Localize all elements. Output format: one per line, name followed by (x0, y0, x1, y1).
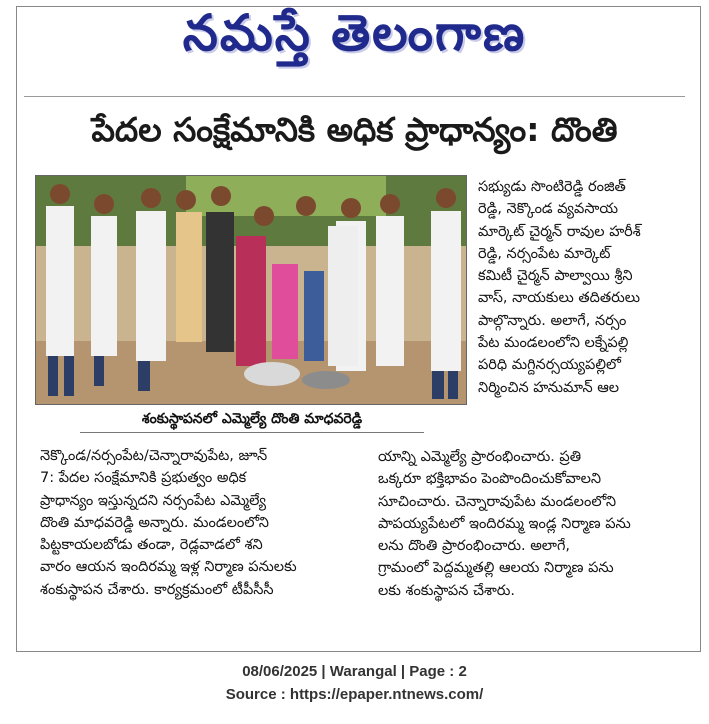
text-line: లను దొంతి ప్రారంభించారు. అలాగే, (378, 538, 571, 555)
masthead-title: నమస్తే తెలంగాణ (182, 3, 527, 62)
right-column-continued (378, 446, 678, 602)
photo-caption: శంకుస్థాపనలో ఎమ్మెల్యే దొంతి మాధవరెడ్డి (80, 408, 424, 433)
text-line: మార్కెట్ చైర్మన్ రావుల హరీశ్ (478, 223, 641, 240)
text-line: ఒక్కరూ భక్తిభావం పెంపొందించుకోవాలని (378, 471, 602, 488)
text-line: సూచించారు. చెన్నారావుపేట మండలంలోని (378, 493, 617, 510)
text-line: పేట మండలంలోని లక్నేపల్లి (478, 335, 629, 352)
footer (0, 660, 709, 706)
text-line: 7: పేదల సంక్షేమానికి ప్రభుత్వం అధిక (40, 470, 247, 487)
text-line: ప్రాధాన్యం ఇస్తున్నదని నర్సంపేట ఎమ్మెల్యే (40, 492, 267, 509)
text-line: పాపయ్యపేటలో ఇందిరమ్మ ఇండ్ల నిర్మాణ పను (378, 515, 631, 532)
masthead (0, 4, 709, 74)
text-line: యాన్ని ఎమ్మెల్యే ప్రారంభించారు. ప్రతి (378, 449, 582, 465)
text-line: పాల్గొన్నారు. అలాగే, నర్సం (478, 312, 627, 329)
article-photo (35, 175, 467, 405)
text-line: నిర్మించిన హనుమాన్ ఆల (478, 379, 620, 396)
divider (24, 96, 685, 97)
source-line: Source : https://epaper.ntnews.com/ (225, 686, 484, 703)
text-line: లకు శంకుస్థాపన చేశారు. (378, 582, 516, 599)
edition-line: 08/06/2025 | Warangal | Page : 2 (242, 663, 467, 680)
text-line: శంకుస్థాపన చేశారు. కార్యక్రమంలో టీపీసీసీ (40, 581, 274, 598)
text-line: దొంతి మాధవరెడ్డి అన్నారు. మండలంలోని (40, 514, 269, 531)
text-line: వాస్, నాయకులు తదితరులు (478, 290, 641, 307)
left-column (40, 445, 375, 601)
text-line: నెక్కొండ/నర్సంపేట/చెన్నారావుపేట, జూన్ (40, 448, 268, 464)
article-headline: పేదల సంక్షేమానికి అధిక ప్రాధాన్యం: దొంతి (91, 109, 618, 149)
text-line: పిట్టకాయలబోడు తండా, రెడ్లవాడలో శని (40, 537, 263, 554)
text-line: సభ్యుడు సొంటిరెడ్డి రంజిత్ (478, 179, 626, 195)
text-line: వారం ఆయన ఇందిరమ్మ ఇళ్ల నిర్మాణ పనులకు (40, 559, 297, 576)
right-column (478, 176, 678, 399)
text-line: రెడ్డి, నర్సంపేట మార్కెట్ (478, 245, 611, 262)
text-line: రెడ్డి, నెక్కొండ వ్యవసాయ (478, 201, 618, 218)
text-line: కమిటీ చైర్మన్ పాల్వాయి శ్రీని (478, 268, 633, 285)
text-line: పరిధి మగ్దినర్సయ్యపల్లిలో (478, 357, 621, 374)
text-line: గ్రామంలో పెద్దమ్మతల్లి ఆలయ నిర్మాణ పను (378, 560, 614, 577)
